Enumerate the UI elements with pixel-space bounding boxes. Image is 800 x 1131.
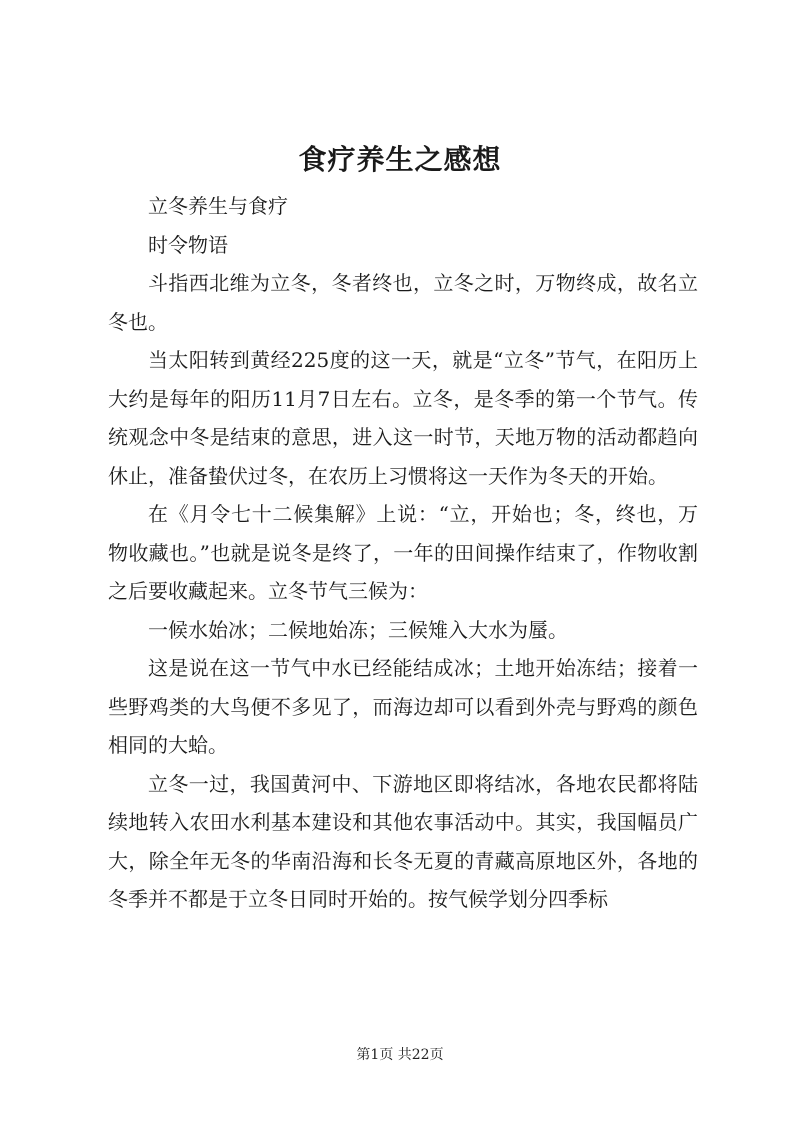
paragraph: 立冬一过，我国黄河中、下游地区即将结冰，各地农民都将陆续地转入农田水利基本建设和其他农事活动中。其实，我国幅员广大，除全年无冬的华南沿海和长冬无夏的青藏高原地区外，各地的冬季并不都是于立冬日同时开始的。按气候学划分四季标 (108, 771, 698, 911)
paragraph-subtitle: 立冬养生与食疗 (148, 194, 288, 218)
paragraph: 在《月令七十二候集解》上说：“立，开始也；冬，终也，万物收藏也。”也就是说冬是终了，一年的田间操作结束了，作物收割之后要收藏起来。立冬节气三候为： (108, 502, 698, 603)
page-number-footer: 第1页 共22页 (356, 1047, 444, 1063)
paragraph-section-heading: 时令物语 (148, 232, 228, 257)
paragraph: 当太阳转到黄经225度的这一天，就是“立冬”节气，在阳历上大约是每年的阳历11月7日左右。立冬，是冬季的第一个节气。传统观念中冬是结束的意思，进入这一时节，天地万物的活动都趋向休止，准备蛰伏过冬，在农历上习惯将这一天作为冬天的开始。 (108, 348, 698, 488)
paragraph: 这是说在这一节气中水已经能结成冰；土地开始冻结；接着一些野鸡类的大鸟便不多见了，而海边却可以看到外壳与野鸡的颜色相同的大蛤。 (108, 656, 698, 757)
paragraph: 一候水始冰；二候地始冻；三候雉入大水为蜃。 (148, 617, 568, 642)
document-body (108, 187, 698, 919)
document-title: 食疗养生之感想 (298, 143, 502, 176)
paragraph: 斗指西北维为立冬，冬者终也，立冬之时，万物终成，故名立冬也。 (108, 271, 698, 334)
